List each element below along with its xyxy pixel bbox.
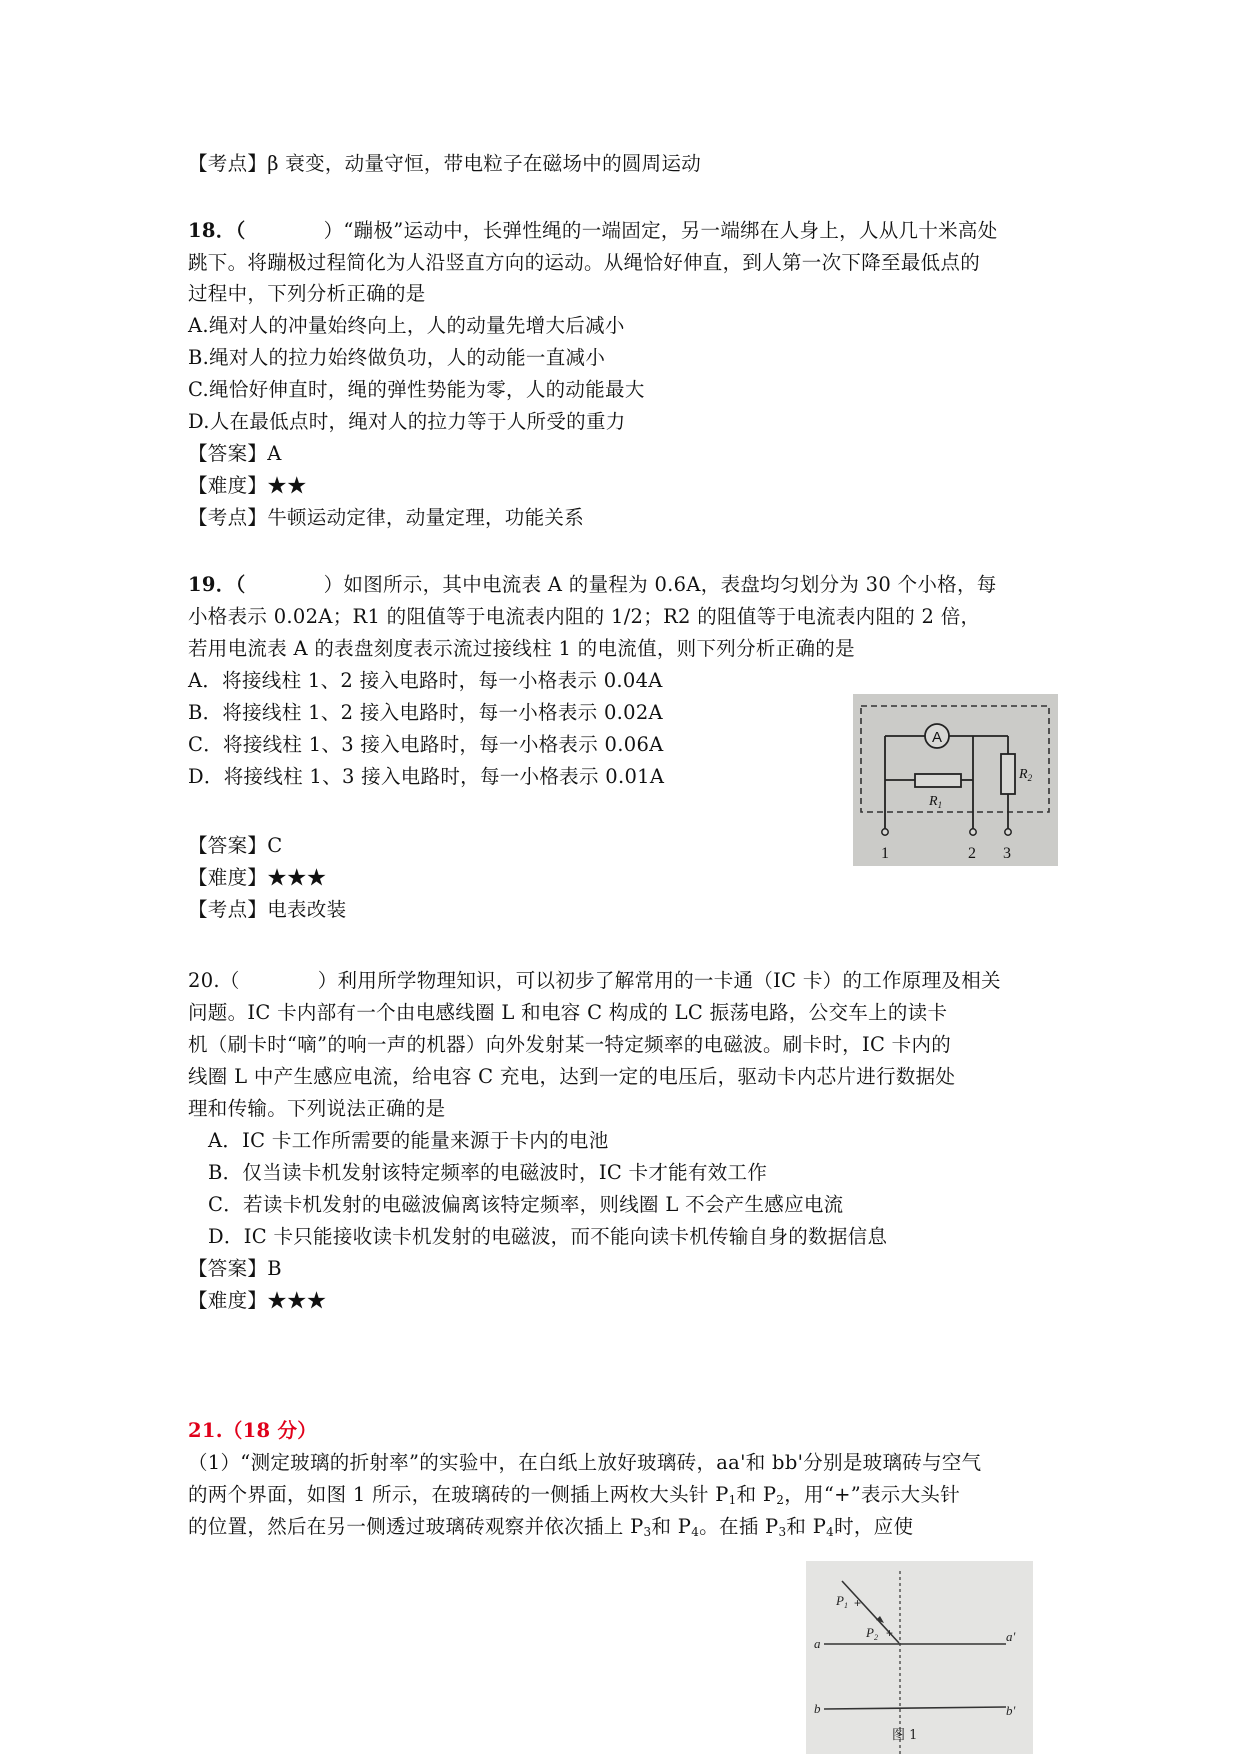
q18-line-1 [188, 215, 998, 247]
q19-line-3: 若用电流表 A 的表盘刻度表示流过接线柱 1 的电流值，则下列分析正确的是 [188, 637, 855, 660]
circuit-figure [853, 694, 1058, 866]
a-prime-label: a' [1006, 1629, 1016, 1644]
q20-option-b: B．仅当读卡机发射该特定频率的电磁波时，IC 卡才能有效工作 [208, 1161, 768, 1184]
q21-line-1: （1）“测定玻璃的折射率”的实验中，在白纸上放好玻璃砖，aa'和 bb'分别是玻璃砖与空气 [188, 1451, 982, 1474]
q20-option-d: D．IC 卡只能接收读卡机发射的电磁波，而不能向读卡机传输自身的数据信息 [208, 1225, 888, 1248]
q18-option-d: D.人在最低点时，绳对人的拉力等于人所受的重力 [188, 410, 626, 433]
q20-difficulty: 【难度】★★★ [188, 1289, 327, 1312]
q20-line-5: 理和传输。下列说法正确的是 [188, 1097, 446, 1120]
q21-line-2: 的两个界面，如图 1 所示，在玻璃砖的一侧插上两枚大头针 $P_1$和 $P_2$，用“+”表示大头针 [188, 1483, 961, 1507]
prev-kaodian: 【考点】β 衰变，动量守恒，带电粒子在磁场中的圆周运动 [188, 152, 702, 175]
b-prime-label: b' [1006, 1703, 1016, 1718]
refraction-figure [806, 1561, 1033, 1754]
terminal-1-label: 1 [881, 845, 889, 862]
q19-line-1 [188, 569, 997, 601]
pin-p1-mark: + [854, 1596, 862, 1610]
q19-option-b: B．将接线柱 1、2 接入电路时，每一小格表示 0.02A [188, 701, 663, 724]
q18-option-a: A.绳对人的冲量始终向上，人的动量先增大后减小 [188, 314, 625, 337]
figure-1-caption: 图 1 [892, 1728, 918, 1743]
q20-line-2: 问题。IC 卡内部有一个由电感线圈 L 和电容 C 构成的 LC 振荡电路，公交车上的读卡 [188, 1001, 948, 1024]
q20-number: 20.（ [188, 969, 240, 992]
q19-kaodian: 【考点】电表改装 [188, 898, 347, 921]
q19-answer: 【答案】C [188, 834, 283, 857]
q18-number: 18．（ [188, 219, 246, 242]
q19-option-c: C．将接线柱 1、3 接入电路时，每一小格表示 0.06A [188, 733, 664, 756]
q18-difficulty: 【难度】★★ [188, 474, 307, 497]
b-label: b [814, 1701, 821, 1716]
q20-answer: 【答案】B [188, 1257, 282, 1280]
q19-option-d: D．将接线柱 1、3 接入电路时，每一小格表示 0.01A [188, 765, 665, 788]
terminal-2 [970, 829, 976, 835]
q19-line-2: 小格表示 0.02A；R1 的阻值等于电流表内阻的 1/2；R2 的阻值等于电流表内阻的 2 倍， [188, 605, 981, 628]
q20-option-a: A．IC 卡工作所需要的能量来源于卡内的电池 [208, 1129, 609, 1152]
q18-option-c: C.绳恰好伸直时，绳的弹性势能为零，人的动能最大 [188, 378, 645, 401]
circuit-diagram [853, 694, 1058, 866]
terminal-3 [1005, 829, 1011, 835]
q18-answer: 【答案】A [188, 442, 282, 465]
terminal-1 [882, 829, 888, 835]
r2-label: $R_2$ [1019, 767, 1033, 783]
q18-line-3: 过程中，下列分析正确的是 [188, 282, 426, 305]
q18-option-b: B.绳对人的拉力始终做负功，人的动能一直减小 [188, 346, 606, 369]
refraction-diagram [806, 1561, 1033, 1754]
p2-label: $P_2$ [866, 1625, 878, 1642]
q18-kaodian: 【考点】牛顿运动定律，动量定理，功能关系 [188, 506, 585, 529]
pin-p2-mark: + [886, 1626, 894, 1640]
q20-line-1 [188, 965, 1001, 997]
q20-line-4: 线圈 L 中产生感应电流，给电容 C 充电，达到一定的电压后，驱动卡内芯片进行数据处 [188, 1065, 956, 1088]
q19-option-a: A．将接线柱 1、2 接入电路时，每一小格表示 0.04A [188, 669, 663, 692]
q21-heading: 21.（18 分） [188, 1419, 318, 1442]
q20-stem-1: ）利用所学物理知识，可以初步了解常用的一卡通（IC 卡）的工作原理及相关 [317, 969, 1001, 992]
terminal-2-label: 2 [968, 845, 976, 862]
q18-stem-1: ）“蹦极”运动中，长弹性绳的一端固定，另一端绑在人身上，人从几十米高处 [323, 219, 998, 242]
r1-resistor [915, 774, 961, 787]
q19-stem-1: ）如图所示，其中电流表 A 的量程为 0.6A，表盘均匀划分为 30 个小格，每 [323, 573, 997, 596]
q21-line-3: 的位置，然后在另一侧透过玻璃砖观察并依次插上 $P_3$和 $P_4$。在插 $P_3$和 $P_4$时，应使 [188, 1515, 914, 1539]
terminal-3-label: 3 [1003, 845, 1011, 862]
p1-label: $P_1$ [836, 1593, 848, 1610]
q19-number: 19．（ [188, 573, 246, 596]
q19-difficulty: 【难度】★★★ [188, 866, 327, 889]
q18-line-2: 跳下。将蹦极过程简化为人沿竖直方向的运动。从绳恰好伸直，到人第一次下降至最低点的 [188, 251, 981, 274]
q20-line-3: 机（刷卡时“嘀”的响一声的机器）向外发射某一特定频率的电磁波。刷卡时，IC 卡内的 [188, 1033, 952, 1056]
ammeter-label: A [931, 729, 943, 746]
r2-resistor [1001, 754, 1015, 794]
q20-option-c: C．若读卡机发射的电磁波偏离该特定频率，则线圈 L 不会产生感应电流 [208, 1193, 844, 1216]
r1-label: $R_1$ [929, 794, 943, 810]
a-label: a [814, 1636, 821, 1651]
